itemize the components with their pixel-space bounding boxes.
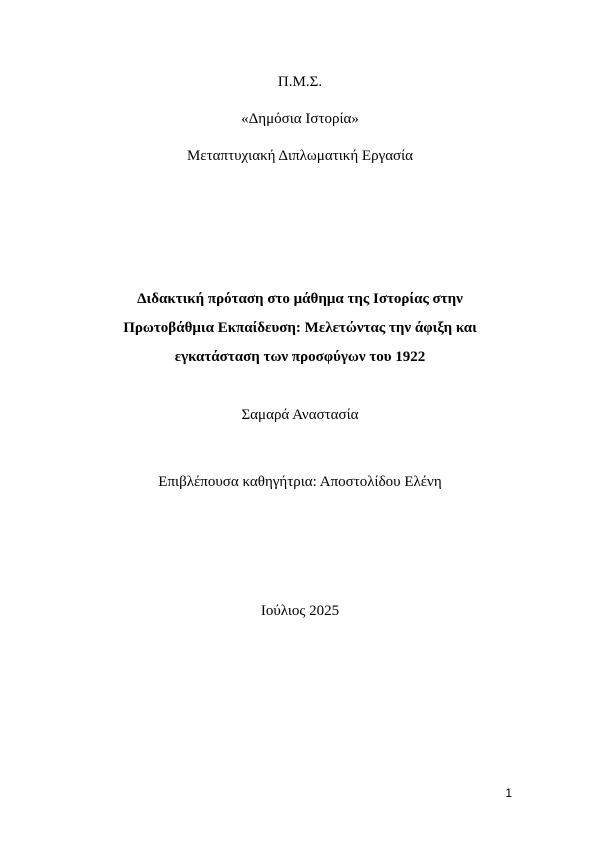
author-name: Σαμαρά Αναστασία bbox=[241, 407, 359, 423]
supervisor-line: Επιβλέπουσα καθηγήτρια: Αποστολίδου Ελένη bbox=[158, 474, 442, 490]
program-track: «Δημόσια Ιστορία» bbox=[241, 111, 359, 127]
thesis-title-line: Πρωτοβάθμια Εκπαίδευση: Μελετώντας την άφιξη και bbox=[123, 320, 477, 336]
submission-date: Ιούλιος 2025 bbox=[260, 603, 340, 619]
program-name: Π.Μ.Σ. bbox=[277, 74, 323, 90]
thesis-type: Μεταπτυχιακή Διπλωματική Εργασία bbox=[186, 148, 414, 164]
thesis-title-line: Διδακτική πρόταση στο μάθημα της Ιστορίας στην bbox=[137, 291, 463, 307]
thesis-title-line: εγκατάσταση των προσφύγων του 1922 bbox=[174, 349, 426, 365]
thesis-title bbox=[0, 285, 600, 372]
page-number: 1 bbox=[505, 786, 512, 800]
